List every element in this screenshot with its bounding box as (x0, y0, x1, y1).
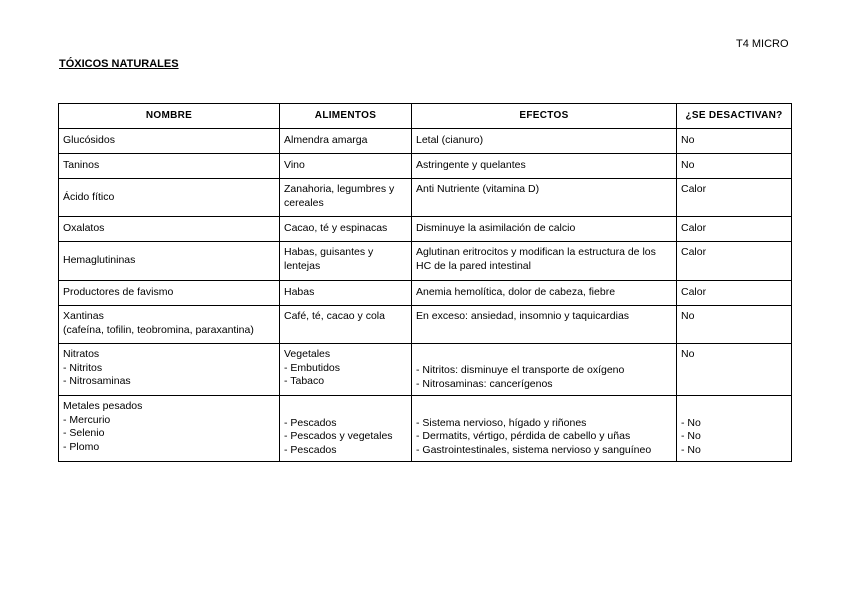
cell-desactivan: Calor (677, 217, 792, 242)
cell-line: - No (681, 416, 701, 429)
cell-desactivan: Calor (677, 179, 792, 217)
cell-efectos: Astringente y quelantes (412, 154, 677, 179)
cell-nombre: Glucósidos (59, 129, 280, 154)
cell-alimentos: Cacao, té y espinacas (280, 217, 412, 242)
table-row (59, 179, 792, 217)
cell-desactivan: No (677, 306, 792, 344)
cell-line: - Embutidos (284, 361, 341, 374)
table-row (59, 396, 792, 462)
cell-alimentos (280, 344, 412, 396)
cell-nombre: Ácido fítico (59, 179, 280, 217)
cell-alimentos: Habas, guisantes y lentejas (280, 242, 412, 281)
toxicos-table (58, 103, 792, 462)
table-row (59, 306, 792, 344)
cell-alimentos: Habas (280, 281, 412, 306)
cell-efectos: Anemia hemolítica, dolor de cabeza, fiebre (412, 281, 677, 306)
document-title: TÓXICOS NATURALES (59, 58, 179, 70)
table-row (59, 281, 792, 306)
cell-line: - Plomo (63, 440, 100, 453)
cell-nombre (59, 396, 280, 462)
cell-nombre: Productores de favismo (59, 281, 280, 306)
cell-nombre: Oxalatos (59, 217, 280, 242)
cell-line: - No (681, 443, 701, 456)
cell-desactivan: No (677, 154, 792, 179)
cell-desactivan (677, 396, 792, 462)
table-row (59, 242, 792, 281)
cell-line: - Dermatits, vértigo, pérdida de cabello y uñas (416, 430, 631, 442)
cell-line: Xantinas (63, 310, 104, 322)
cell-line: Nitratos (63, 348, 100, 360)
cell-efectos: En exceso: ansiedad, insomnio y taquicardias (412, 306, 677, 344)
col-header-efectos: EFECTOS (412, 104, 677, 129)
cell-desactivan: Calor (677, 281, 792, 306)
cell-efectos: Letal (cianuro) (412, 129, 677, 154)
cell-line: - No (681, 430, 701, 442)
cell-line: - Sistema nervioso, hígado y riñones (416, 416, 587, 429)
col-header-nombre: NOMBRE (59, 104, 280, 129)
cell-nombre: Hemaglutininas (59, 242, 280, 281)
cell-line: - Nitritos: disminuye el transporte de oxígeno (416, 364, 625, 376)
table-row (59, 217, 792, 242)
cell-line: (cafeína, tofilin, teobromina, paraxantina) (63, 323, 254, 336)
table-row (59, 344, 792, 396)
document-code: T4 MICRO (736, 38, 789, 50)
cell-line: - Selenio (63, 427, 105, 439)
cell-line: - Pescados (284, 416, 337, 429)
table-row (59, 154, 792, 179)
cell-desactivan: No (677, 129, 792, 154)
cell-efectos: Disminuye la asimilación de calcio (412, 217, 677, 242)
cell-desactivan: No (677, 344, 792, 396)
cell-line: - Nitrosaminas (63, 375, 131, 387)
cell-nombre: Taninos (59, 154, 280, 179)
cell-alimentos: Vino (280, 154, 412, 179)
cell-line: - Nitrosaminas: cancerígenos (416, 377, 553, 390)
cell-line: Metales pesados (63, 400, 143, 412)
cell-nombre (59, 344, 280, 396)
cell-efectos (412, 396, 677, 462)
cell-efectos: Aglutinan eritrocitos y modifican la estructura de los HC de la pared intestinal (412, 242, 677, 281)
col-header-alimentos: ALIMENTOS (280, 104, 412, 129)
cell-efectos: Anti Nutriente (vitamina D) (412, 179, 677, 217)
cell-line: - Tabaco (284, 375, 325, 387)
cell-efectos (412, 344, 677, 396)
cell-alimentos (280, 396, 412, 462)
table-header-row (59, 104, 792, 129)
cell-line: Vegetales (284, 348, 331, 360)
cell-nombre (59, 306, 280, 344)
cell-alimentos: Zanahoria, legumbres y cereales (280, 179, 412, 217)
cell-line: - Pescados (284, 443, 337, 456)
col-header-desactivan: ¿SE DESACTIVAN? (677, 104, 792, 129)
cell-desactivan: Calor (677, 242, 792, 281)
cell-alimentos: Almendra amarga (280, 129, 412, 154)
table-row (59, 129, 792, 154)
cell-alimentos: Café, té, cacao y cola (280, 306, 412, 344)
cell-line: - Gastrointestinales, sistema nervioso y sanguíneo (416, 443, 652, 456)
cell-line: - Mercurio (63, 413, 111, 426)
cell-line: - Pescados y vegetales (284, 430, 393, 442)
cell-line: - Nitritos (63, 361, 103, 374)
